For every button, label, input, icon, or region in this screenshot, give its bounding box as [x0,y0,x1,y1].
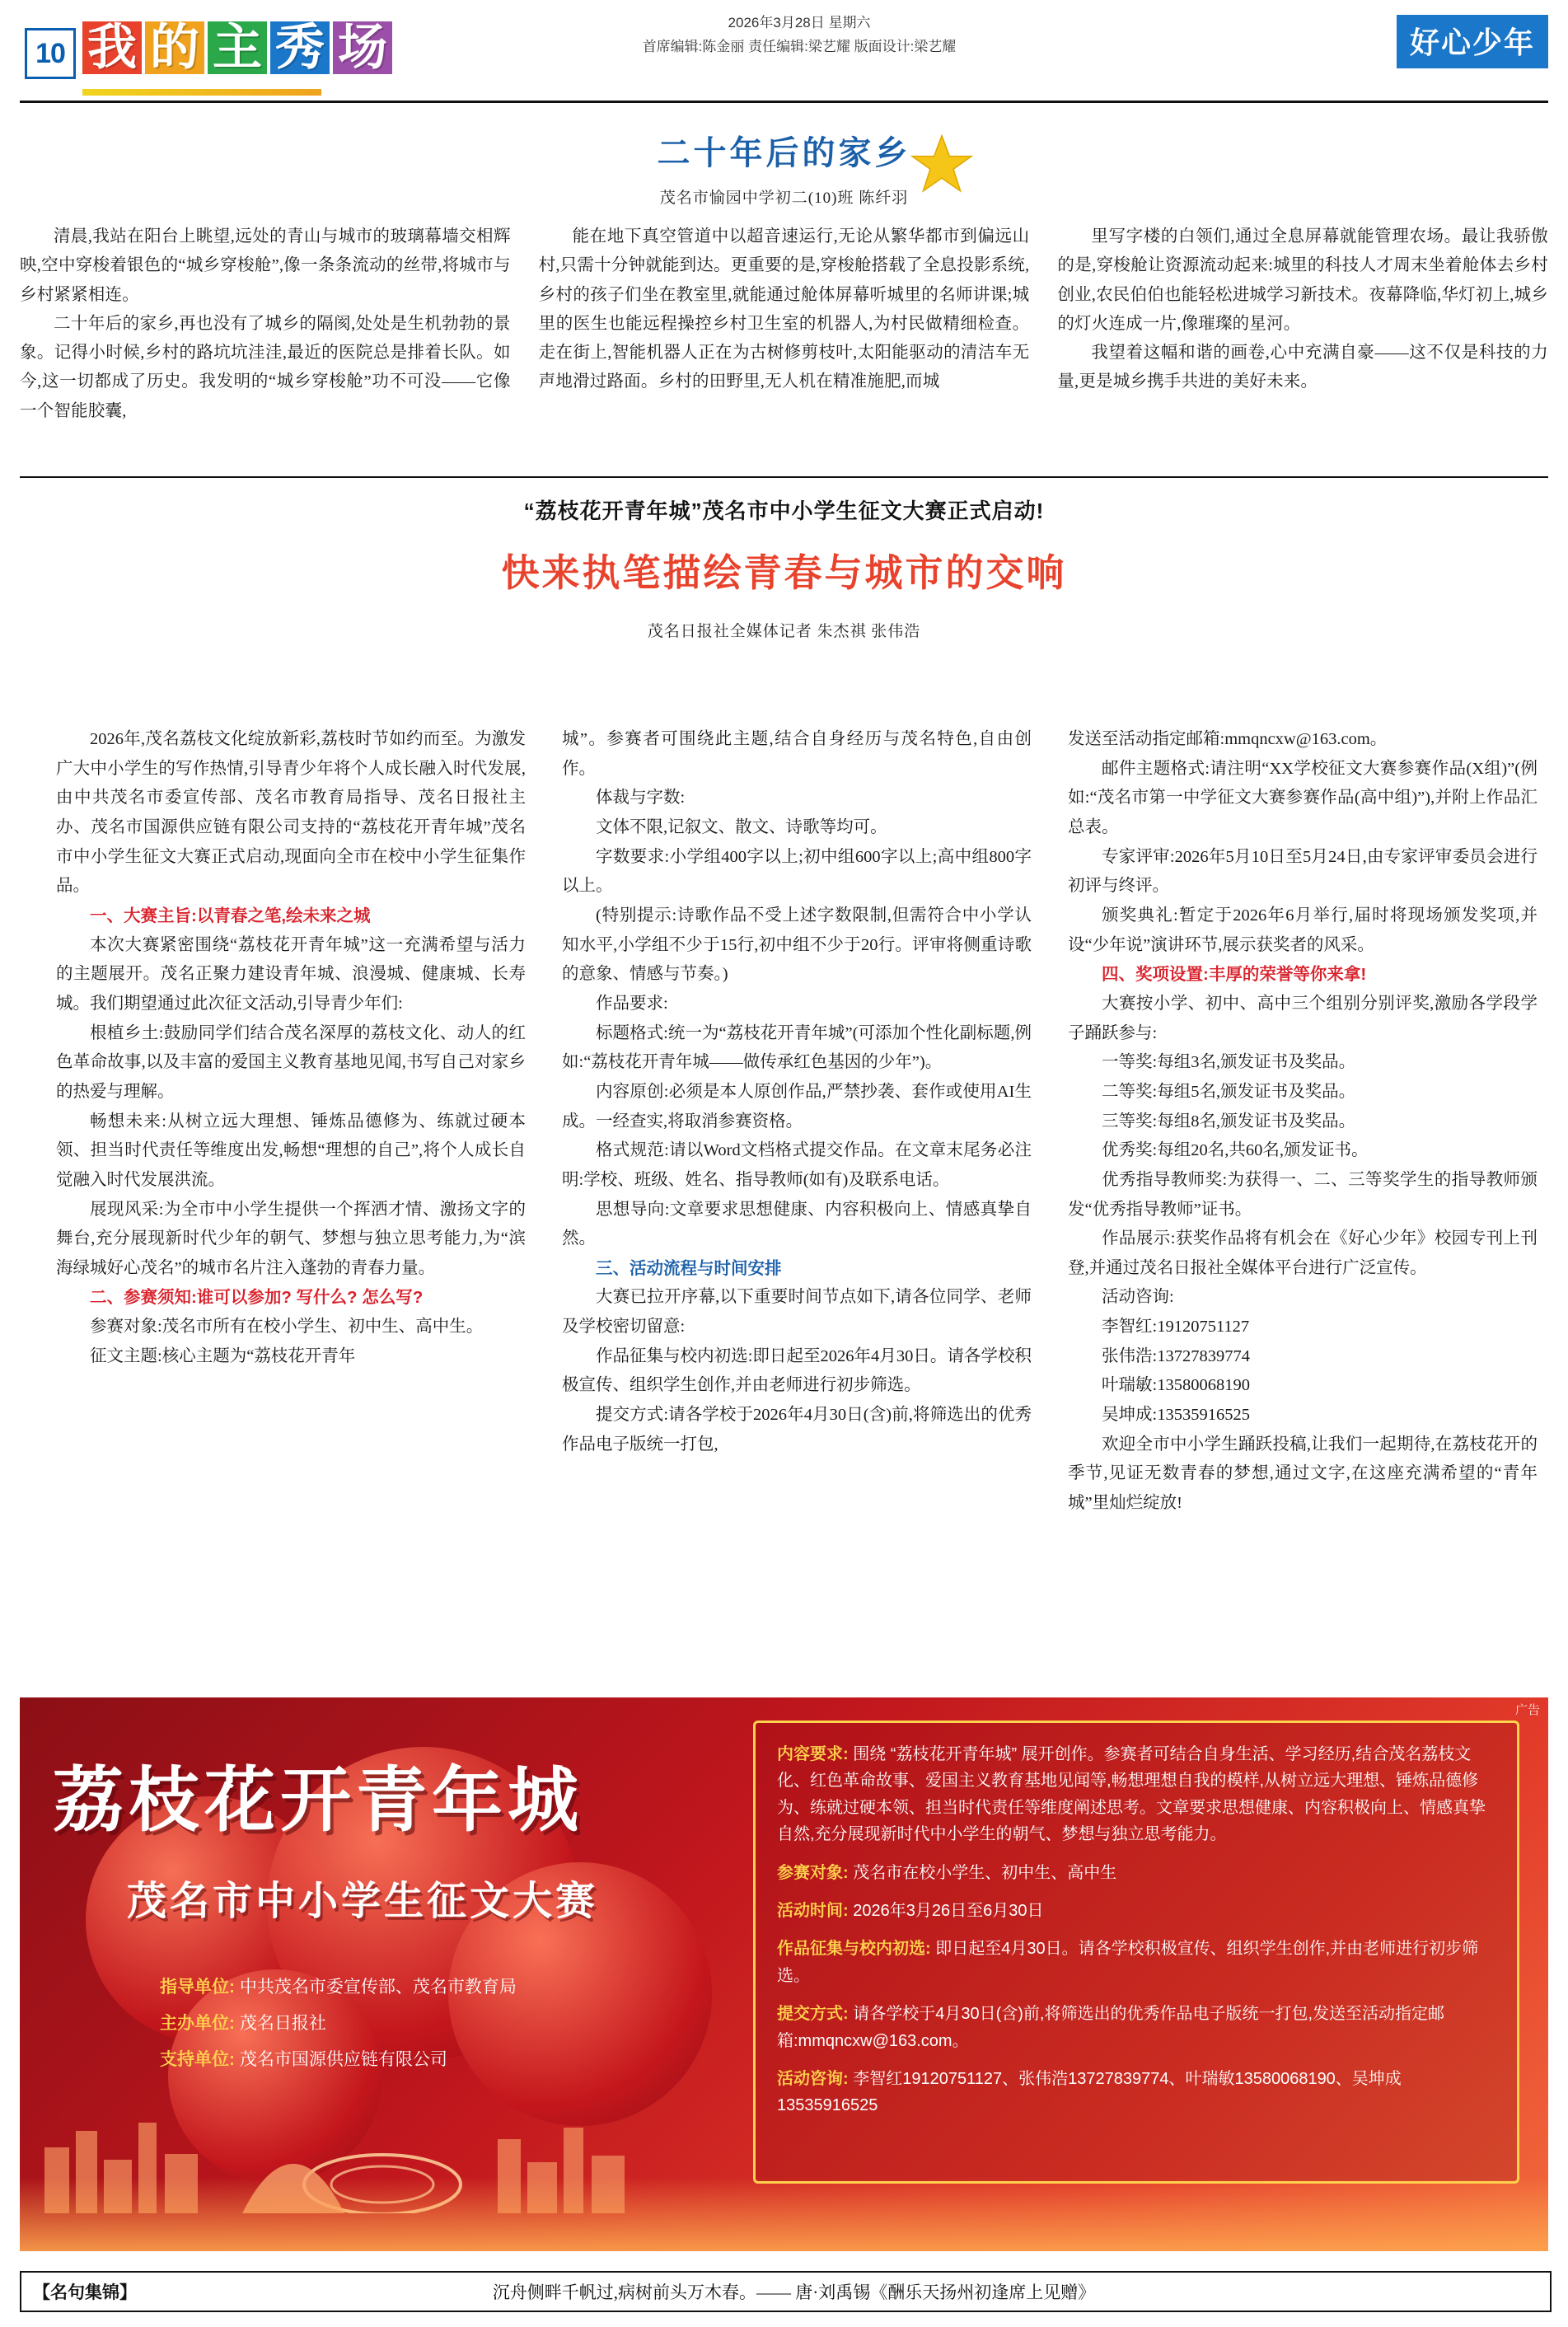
article2-paragraph: 思想导向:文章要求思想健康、内容积极向上、情感真挚自然。 [562,1200,1032,1248]
article1-paragraph: 能在地下真空管道中以超音速运行,无论从繁华都市到偏远山村,只需十分钟就能到达。更重要的是,穿梭舱搭载了全息投影系统,乡村的孩子们坐在教室里,就能通过舱体屏幕听城里的名师讲课;城里的医生也能远程操控乡村卫生室的机器人,为村民做精细检查。走在街上,智能机器人正在为古树修剪枝叶,太阳能驱动的清洁车无声地滑过路面。乡村的田野里,无人机在精准施肥,而城 [538,227,1030,391]
article2-paragraph: 本次大赛紧密围绕“荔枝花开青年城”这一充满希望与活力的主题展开。茂名正聚力建设青年城、浪漫城、健康城、长寿城。我们期望通过此次征文活动,引导青少年们: [56,935,526,1013]
brand-logo: 好心少年 [1397,15,1548,68]
article2-paragraph: 作品要求: [596,994,668,1013]
article2-paragraph: 活动咨询: [1102,1288,1174,1307]
article2-paragraph: 作品征集与校内初选:即日起至2026年4月30日。请各学校积极宣传、组织学生创作,并由老师进行初步筛选。 [562,1346,1032,1395]
article2-paragraph: 畅想未来:从树立远大理想、锤炼品德修为、练就过硬本领、担当时代责任等维度出发,畅想“理想的自己”,将个人成长自觉融入时代发展洪流。 [56,1112,526,1189]
star-icon [910,132,974,196]
contact-entry: 叶瑞敏:13580068190 [1102,1376,1250,1395]
footer-quote: 沉舟侧畔千帆过,病树前头万木春。—— 唐·刘禹锡《酬乐天扬州初逢席上见赠》 [492,2283,1096,2302]
article2-paragraph: (特别提示:诗歌作品不受上述字数限制,但需符合中小学认知水平,小学组不少于15行,初中组不少于20行。评审将侧重诗歌的意象、情感与节奏。) [562,906,1032,984]
masthead-char-2: 的 [145,21,204,74]
ad-detail-row [777,1936,1495,1989]
ad-detail-label: 提交方式: [777,2005,849,2024]
footer-quote-box [20,2271,1552,2312]
organizer-label: 指导单位: [160,1978,235,1997]
ad-detail-value: 李智红19120751127、张伟浩13727839774、叶瑞敏13580068190、吴坤成13535916525 [777,2069,1402,2115]
organizer-label: 支持单位: [160,2050,235,2070]
editor-credits: 首席编辑:陈金丽 责任编辑:梁艺耀 版面设计:梁艺耀 [642,38,957,54]
ad-detail-row [777,1741,1495,1848]
ad-detail-value: 围绕 “荔枝花开青年城” 展开创作。参赛者可结合自身生活、学习经历,结合茂名荔枝文化、红色革命故事、爱国主义教育基地见闻等,畅想理想自我的模样,从树立远大理想、锤炼品德修为、练就过硬本领、担当时代责任等维度阐述思考。文章要求思想健康、内容积极向上、情感真挚自然,充分展现新时代中小学生的朝气、梦想与独立思考能力。 [777,1745,1486,1844]
article2-paragraph: 欢迎全市中小学生踊跃投稿,让我们一起期待,在荔枝花开的季节,见证无数青春的梦想,通过文字,在这座充满希望的“青年城”里灿烂绽放! [1068,1435,1538,1513]
ad-detail-row [777,2001,1495,2054]
contact-entry: 张伟浩:13727839774 [1102,1346,1250,1365]
ad-detail-label: 参赛对象: [777,1863,849,1882]
ad-details-panel [753,1721,1519,2184]
masthead-underline [82,89,321,96]
footer-tag: 【名句集锦】 [33,2283,137,2302]
masthead-char-5: 场 [333,21,392,74]
ad-detail-value: 茂名市在校小学生、初中生、高中生 [853,1863,1117,1882]
organizer-value: 茂名日报社 [239,2014,326,2034]
ad-detail-value: 2026年3月26日至6月30日 [853,1901,1044,1920]
masthead [0,0,1568,99]
article2-byline: 茂名日报社全媒体记者 朱杰祺 张伟浩 [647,623,921,640]
article1-byline: 茂名市愉园中学初二(10)班 陈纤羽 [659,190,909,207]
masthead-char-3: 主 [208,21,267,74]
masthead-meta [511,12,1088,59]
organizer-value: 茂名市国源供应链有限公司 [239,2050,447,2070]
ad-detail-value: 请各学校于4月30日(含)前,将筛选出的优秀作品电子版统一打包,发送至活动指定邮箱:mmqncxw@163.com。 [777,2005,1445,2050]
article2-paragraph: 字数要求:小学组400字以上;初中组600字以上;高中组800字以上。 [562,847,1032,896]
ad-detail-label: 作品征集与校内初选: [777,1940,931,1959]
ad-detail-row [777,1860,1495,1886]
article2-paragraph: 体裁与字数: [596,789,686,808]
article2-paragraph: 文体不限,记叙文、散文、诗歌等均可。 [596,817,887,836]
advertisement-banner [20,1697,1548,2251]
organizer-row [160,1969,671,2006]
article2-paragraph: 参赛对象:茂名市所有在校小学生、初中生、高中生。 [90,1318,484,1337]
article-hometown [20,115,1548,426]
ad-sub-title: 茂名市中小学生征文大赛 [127,1880,599,1923]
article1-title: 二十年后的家乡 [657,135,911,171]
article2-paragraph: 大赛按小学、初中、高中三个组别分别评奖,激励各学段学子踊跃参与: [1068,994,1538,1042]
article2-paragraph: 作品展示:获奖作品将有机会在《好心少年》校园专刊上刊登,并通过茂名日报社全媒体平台进行广泛宣传。 [1068,1229,1538,1277]
article2-subheading: 一、大赛主旨:以青春之笔,绘未来之城 [90,906,371,925]
masthead-divider [20,101,1548,103]
article2-column-2 [562,725,1032,1519]
article1-columns [20,222,1548,426]
article2-paragraph: 标题格式:统一为“荔枝花开青年城”(可添加个性化副标题,例如:“荔枝花开青年城——做传承红色基因的少年”)。 [562,1023,1032,1072]
page-number: 10 [25,28,76,79]
article2-subheading: 四、奖项设置:丰厚的荣誉等你来拿! [1102,965,1367,985]
ad-detail-label: 内容要求: [777,1745,849,1763]
ad-detail-row [777,2066,1495,2119]
article1-paragraph: 里写字楼的白领们,通过全息屏幕就能管理农场。最让我骄傲的是,穿梭舱让资源流动起来:城里的科技人才周末坐着舱体去乡村创业,农民伯伯也能轻松进城学习新技术。夜幕降临,华灯初上,城乡的灯火连成一片,像璀璨的星河。 [1057,227,1549,333]
ad-label: 广告 [1514,1703,1540,1717]
article2-paragraph: 大赛已拉开序幕,以下重要时间节点如下,请各位同学、老师及学校密切留意: [562,1288,1032,1337]
article2-paragraph: 2026年,茂名荔枝文化绽放新彩,荔枝时节如约而至。为激发广大中小学生的写作热情,引导青少年将个人成长融入时代发展,由中共茂名市委宣传部、茂名市教育局指导、茂名日报社主办、茂名市国源供应链有限公司支持的“荔枝花开青年城”茂名市中小学生征文大赛正式启动,现面向全市在校中小学生征集作品。 [56,730,526,896]
ad-detail-value: 即日起至4月30日。请各学校积极宣传、组织学生创作,并由老师进行初步筛选。 [777,1940,1479,1985]
article2-paragraph: 格式规范:请以Word文档格式提交作品。在文章末尾务必注明:学校、班级、姓名、指导教师(如有)及联系电话。 [562,1141,1032,1189]
organizer-row [160,2042,671,2078]
contact-entry: 李智红:19120751127 [1102,1318,1250,1337]
organizer-label: 主办单位: [160,2014,235,2034]
masthead-char-4: 秀 [270,21,330,74]
article2-paragraph: 城”。参赛者可围绕此主题,结合自身经历与茂名特色,自由创作。 [562,730,1032,778]
article2-paragraph: 专家评审:2026年5月10日至5月24日,由专家评审委员会进行初评与终评。 [1068,847,1538,896]
article2-paragraph: 发送至活动指定邮箱:mmqncxw@163.com。 [1068,730,1388,748]
article2-column-1 [56,725,526,1519]
masthead-char-1: 我 [82,21,142,74]
article1-column-2 [539,222,1030,426]
ad-detail-row [777,1898,1495,1924]
article2-paragraph: 优秀奖:每组20名,共60名,颁发证书。 [1102,1141,1369,1160]
article2-column-3 [1068,725,1538,1519]
organizer-value: 中共茂名市委宣传部、茂名市教育局 [239,1978,517,1997]
article2-subheading: 二、参赛须知:谁可以参加? 写什么? 怎么写? [90,1288,424,1308]
masthead-title [82,7,396,89]
article2-kicker: “荔枝花开青年城”茂名市中小学生征文大赛正式启动! [523,499,1045,523]
article2-paragraph: 三等奖:每组8名,颁发证书及奖品。 [1102,1112,1356,1131]
publication-date: 2026年3月28日 星期六 [728,15,871,30]
article2-paragraph: 颁奖典礼:暂定于2026年6月举行,届时将现场颁发奖项,并设“少年说”演讲环节,展示获奖者的风采。 [1068,906,1538,954]
article1-column-1 [20,222,511,426]
article2-paragraph: 根植乡土:鼓励同学们结合茂名深厚的荔枝文化、动人的红色革命故事,以及丰富的爱国主义教育基地见闻,书写自己对家乡的热爱与理解。 [56,1023,526,1101]
article1-paragraph: 我望着这幅和谐的画卷,心中充满自豪——这不仅是科技的力量,更是城乡携手共进的美好未来。 [1057,344,1549,391]
section-divider-1 [20,476,1548,478]
article2-title: 快来执笔描绘青春与城市的交响 [501,551,1067,594]
article1-paragraph: 二十年后的家乡,再也没有了城乡的隔阂,处处是生机勃勃的景象。记得小时候,乡村的路坑坑洼洼,最近的医院总是排着长队。如今,这一切都成了历史。我发明的“城乡穿梭舱”功不可没——它像一个智能胶囊, [20,314,511,420]
article2-paragraph: 邮件主题格式:请注明“XX学校征文大赛参赛作品(X组)”(例如:“茂名市第一中学征文大赛参赛作品(高中组)”),并附上作品汇总表。 [1068,759,1538,836]
article2-paragraph: 优秀指导教师奖:为获得一、二、三等奖学生的指导教师颁发“优秀指导教师”证书。 [1068,1170,1538,1219]
wave-decoration [20,2177,1548,2251]
article2-paragraph: 二等奖:每组5名,颁发证书及奖品。 [1102,1082,1356,1101]
article-contest-header [20,494,1548,641]
article1-paragraph: 清晨,我站在阳台上眺望,远处的青山与城市的玻璃幕墙交相辉映,空中穿梭着银色的“城乡穿梭舱”,像一条条流动的丝带,将城市与乡村紧紧相连。 [20,227,511,304]
ad-organizers [160,1969,671,2078]
article1-column-3 [1057,222,1548,426]
article2-paragraph: 提交方式:请各学校于2026年4月30日(含)前,将筛选出的优秀作品电子版统一打包, [562,1406,1032,1454]
ad-detail-label: 活动咨询: [777,2069,849,2088]
article2-paragraph: 内容原创:必须是本人原创作品,严禁抄袭、套作或使用AI生成。一经查实,将取消参赛资格。 [562,1082,1032,1131]
ad-detail-label: 活动时间: [777,1901,849,1920]
article2-paragraph: 征文主题:核心主题为“荔枝花开青年 [90,1346,356,1365]
article2-columns [56,725,1539,1519]
article2-paragraph: 一等奖:每组3名,颁发证书及奖品。 [1102,1053,1356,1072]
article2-subheading: 三、活动流程与时间安排 [596,1258,782,1278]
contact-entry: 吴坤成:13535916525 [1102,1406,1250,1425]
organizer-row [160,2006,671,2042]
article2-paragraph: 展现风采:为全市中小学生提供一个挥洒才情、激扬文字的舞台,充分展现新时代少年的朝气、梦想与独立思考能力,为“滨海绿城好心茂名”的城市名片注入蓬勃的青春力量。 [56,1200,526,1277]
ad-main-title: 荔枝花开青年城 [53,1761,583,1840]
